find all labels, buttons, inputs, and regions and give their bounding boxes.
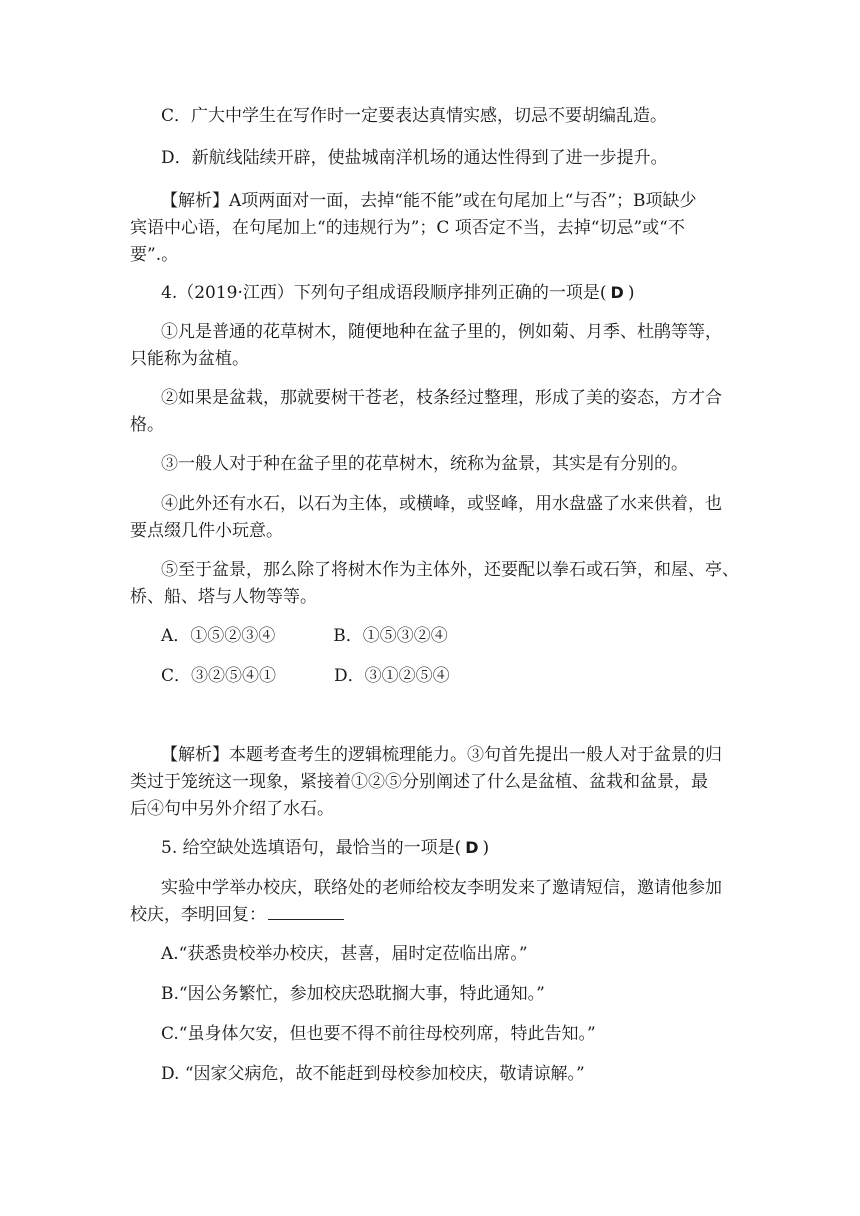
q5-answer: D — [465, 838, 479, 857]
q5-stem — [161, 836, 771, 860]
q4-option-b: B．①⑤③②④ — [333, 626, 448, 646]
q5-option-a: A.“获悉贵校举办校庆，甚喜，届时定莅临出席。” — [161, 944, 528, 964]
q4-sentence-2-line1: ②如果是盆栽，那就要树干苍老，枝条经过整理，形成了美的姿态，方才合 — [161, 388, 722, 408]
q4-option-c: C．③②⑤④① — [161, 666, 277, 686]
q5-stem-text: 5. 给空缺处选填语句，最恰当的一项是( — [161, 838, 462, 858]
q4-options-row1 — [161, 624, 771, 648]
answer-blank — [268, 903, 344, 920]
q4-analysis-line2: 类过于笼统这一现象，紧接着①②⑤分别阐述了什么是盆植、盆栽和盆景，最 — [130, 772, 708, 792]
q5-option-d: D. “因家父病危，故不能赶到母校参加校庆，敬请谅解。” — [161, 1064, 585, 1084]
q3-analysis-line2: 宾语中心语，在句尾加上“的违规行为”；C 项否定不当，去掉“切忌”或“不 — [130, 218, 685, 238]
q4-options-row2 — [161, 664, 771, 688]
q4-stem-text: 4.（2019·江西）下列句子组成语段顺序排列正确的一项是( — [161, 283, 607, 303]
q5-context-line2 — [130, 903, 740, 927]
q5-context-line1: 实验中学举办校庆，联络处的老师给校友李明发来了邀请短信，邀请他参加 — [161, 878, 722, 898]
q4-option-a: A．①⑤②③④ — [161, 626, 276, 646]
q5-context-text: 校庆，李明回复： — [130, 905, 266, 925]
q4-sentence-5-line1: ⑤至于盆景，那么除了将树木作为主体外，还要配以拳石或石笋，和屋、亭、 — [161, 560, 739, 580]
q3-option-d: D．新航线陆续开辟，使盐城南洋机场的通达性得到了进一步提升。 — [161, 148, 668, 168]
q3-analysis-line3: 要”.。 — [130, 245, 179, 265]
q4-option-d: D．③①②⑤④ — [334, 666, 450, 686]
q4-sentence-3: ③一般人对于种在盆子里的花草树木，统称为盆景，其实是有分别的。 — [161, 454, 688, 474]
q4-sentence-4-line1: ④此外还有水石，以石为主体，或横峰，或竖峰，用水盘盛了水来供着，也 — [161, 494, 722, 514]
q3-option-c: C．广大中学生在写作时一定要表达真情实感，切忌不要胡编乱造。 — [161, 106, 668, 126]
q4-sentence-1-line1: ①凡是普通的花草树木，随便地种在盆子里的，例如菊、月季、杜鹃等等， — [161, 322, 722, 342]
q4-stem-close: ) — [627, 283, 635, 303]
q4-sentence-4-line2: 要点缀几件小玩意。 — [130, 521, 283, 541]
q4-analysis-line3: 后④句中另外介绍了水石。 — [130, 799, 334, 819]
q4-sentence-2-line2: 格。 — [130, 415, 164, 435]
q4-answer: D — [610, 283, 624, 302]
q4-stem — [161, 281, 771, 305]
q4-sentence-5-line2: 桥、船、塔与人物等等。 — [130, 587, 317, 607]
q5-option-b: B.“因公务繁忙，参加校庆恐耽搁大事，特此通知。” — [161, 984, 545, 1004]
q5-stem-close: ) — [482, 838, 490, 858]
q4-analysis-line1: 【解析】本题考查考生的逻辑梳理能力。③句首先提出一般人对于盆景的归 — [161, 745, 722, 765]
q5-option-c: C.“虽身体欠安，但也要不得不前往母校列席，特此告知。” — [161, 1024, 596, 1044]
q4-sentence-1-line2: 只能称为盆植。 — [130, 349, 249, 369]
q3-analysis-line1: 【解析】A项两面对一面，去掉“能不能”或在句尾加上“与否”；B项缺少 — [161, 191, 697, 211]
